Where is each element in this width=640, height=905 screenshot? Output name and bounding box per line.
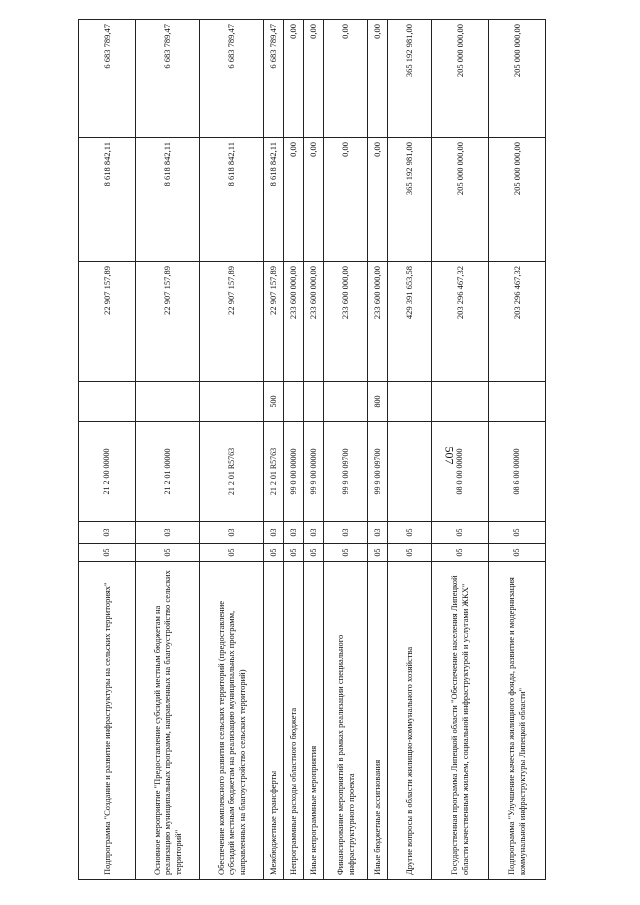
row-amount-3: 205 000 000,00	[489, 20, 546, 138]
row-subsection: 03	[264, 522, 284, 544]
row-expense-type	[432, 382, 489, 422]
row-expense-type	[489, 382, 546, 422]
row-name: Подпрограмма "Создание и развитие инфраструктуры на сельских территориях"	[79, 562, 136, 880]
row-subsection: 05	[432, 522, 489, 544]
row-amount-2: 8 618 842,11	[79, 138, 136, 262]
row-name: Основное мероприятие "Предоставление субсидий местным бюджетам на реализацию муниципальных программ, направленных на благоустройство сельских территорий"	[136, 562, 200, 880]
row-target-article: 99 9 00 09700	[368, 422, 388, 522]
row-amount-2: 0,00	[304, 138, 324, 262]
row-section: 05	[432, 544, 489, 562]
row-amount-1: 233 600 000,00	[324, 262, 368, 382]
table-row	[324, 20, 368, 880]
table-row	[368, 20, 388, 880]
row-name: Иные непрограммные мероприятия	[304, 562, 324, 880]
row-expense-type	[136, 382, 200, 422]
table-row	[304, 20, 324, 880]
row-section: 05	[368, 544, 388, 562]
row-amount-2: 0,00	[368, 138, 388, 262]
budget-table-body	[79, 20, 546, 880]
row-name: Непрограммные расходы областного бюджета	[284, 562, 304, 880]
row-subsection: 03	[324, 522, 368, 544]
table-row	[264, 20, 284, 880]
row-section: 05	[79, 544, 136, 562]
table-row	[200, 20, 264, 880]
row-amount-1: 233 600 000,00	[368, 262, 388, 382]
row-amount-2: 8 618 842,11	[136, 138, 200, 262]
row-amount-3: 0,00	[324, 20, 368, 138]
row-subsection: 03	[79, 522, 136, 544]
row-section: 05	[264, 544, 284, 562]
row-amount-2: 205 000 000,00	[432, 138, 489, 262]
page-number: 507	[442, 446, 457, 465]
row-subsection: 05	[489, 522, 546, 544]
row-amount-2: 365 192 981,00	[388, 138, 432, 262]
row-amount-3: 6 683 789,47	[264, 20, 284, 138]
row-section: 05	[284, 544, 304, 562]
table-row	[489, 20, 546, 880]
row-target-article: 21 2 00 00000	[79, 422, 136, 522]
row-name: Подпрограмма "Улучшение качества жилищного фонда, развитие и модернизация коммунальной инфраструктуры Липецкой области"	[489, 562, 546, 880]
row-expense-type	[284, 382, 304, 422]
row-amount-1: 203 296 467,32	[489, 262, 546, 382]
row-target-article: 99 9 00 09700	[324, 422, 368, 522]
row-name: Финансирование мероприятий в рамках реализации специального инфраструктурного проекта	[324, 562, 368, 880]
row-amount-2: 8 618 842,11	[264, 138, 284, 262]
row-amount-1: 203 296 467,32	[432, 262, 489, 382]
row-amount-1: 22 907 157,89	[200, 262, 264, 382]
row-target-article: 99 0 00 00000	[284, 422, 304, 522]
row-target-article: 08 6 00 00000	[489, 422, 546, 522]
row-name: Иные бюджетные ассигнования	[368, 562, 388, 880]
table-row	[136, 20, 200, 880]
budget-table	[78, 19, 546, 880]
row-target-article: 99 9 00 00000	[304, 422, 324, 522]
row-section: 05	[304, 544, 324, 562]
row-name: Государственная программа Липецкой области "Обеспечение населения Липецкой области качественным жильем, социальной инфраструктурой и услугами ЖКХ"	[432, 562, 489, 880]
table-row	[388, 20, 432, 880]
row-subsection: 03	[136, 522, 200, 544]
row-amount-1: 429 391 653,58	[388, 262, 432, 382]
row-target-article: 21 2 01 R5763	[264, 422, 284, 522]
row-amount-1: 22 907 157,89	[136, 262, 200, 382]
row-amount-3: 0,00	[304, 20, 324, 138]
row-section: 05	[200, 544, 264, 562]
row-expense-type: 800	[368, 382, 388, 422]
row-section: 05	[489, 544, 546, 562]
row-expense-type	[324, 382, 368, 422]
row-target-article	[388, 422, 432, 522]
row-section: 05	[324, 544, 368, 562]
row-amount-3: 6 683 789,47	[79, 20, 136, 138]
row-name: Другие вопросы в области жилищно-коммунального хозяйства	[388, 562, 432, 880]
row-expense-type: 500	[264, 382, 284, 422]
row-amount-1: 22 907 157,89	[79, 262, 136, 382]
row-subsection: 05	[388, 522, 432, 544]
table-row	[432, 20, 489, 880]
row-amount-3: 6 683 789,47	[136, 20, 200, 138]
row-expense-type	[200, 382, 264, 422]
row-section: 05	[388, 544, 432, 562]
row-expense-type	[388, 382, 432, 422]
row-amount-1: 233 600 000,00	[304, 262, 324, 382]
row-amount-3: 0,00	[368, 20, 388, 138]
table-row	[284, 20, 304, 880]
row-amount-2: 0,00	[324, 138, 368, 262]
row-amount-2: 0,00	[284, 138, 304, 262]
row-expense-type	[304, 382, 324, 422]
row-subsection: 03	[284, 522, 304, 544]
row-expense-type	[79, 382, 136, 422]
row-subsection: 03	[304, 522, 324, 544]
row-target-article: 21 2 01 R5763	[200, 422, 264, 522]
row-subsection: 03	[368, 522, 388, 544]
row-amount-3: 365 192 981,00	[388, 20, 432, 138]
row-amount-2: 8 618 842,11	[200, 138, 264, 262]
row-amount-3: 205 000 000,00	[432, 20, 489, 138]
row-amount-3: 0,00	[284, 20, 304, 138]
row-subsection: 03	[200, 522, 264, 544]
row-name: Обеспечение комплексного развития сельских территорий (предоставление субсидий местным бюджетам на реализацию муниципальных программ, направленных на благоустройство сельских территорий)	[200, 562, 264, 880]
row-target-article: 21 2 01 00000	[136, 422, 200, 522]
table-row	[79, 20, 136, 880]
row-section: 05	[136, 544, 200, 562]
row-name: Межбюджетные трансферты	[264, 562, 284, 880]
row-amount-1: 233 600 000,00	[284, 262, 304, 382]
row-amount-3: 6 683 789,47	[200, 20, 264, 138]
row-amount-2: 205 000 000,00	[489, 138, 546, 262]
row-amount-1: 22 907 157,89	[264, 262, 284, 382]
row-target-article: 08 0 00 00000	[432, 422, 489, 522]
